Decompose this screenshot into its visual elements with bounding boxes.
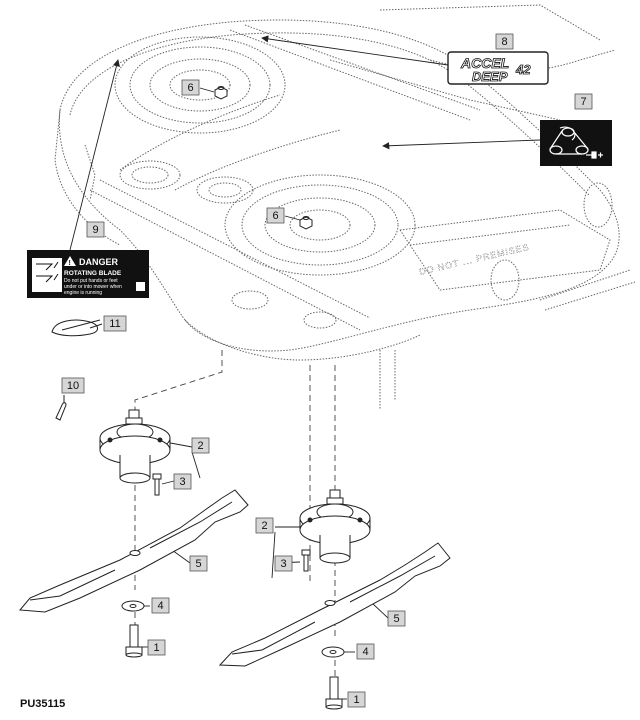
svg-text:2: 2 [261, 520, 268, 532]
callout-7 [575, 94, 592, 109]
svg-text:2: 2 [197, 440, 204, 452]
svg-text:4: 4 [157, 600, 164, 612]
deck-embossed-text: DO NOT ... PREMISES [418, 241, 531, 277]
spindle-assembly-left [100, 410, 170, 483]
danger-header: DANGER [79, 257, 119, 267]
danger-body-line2: under or into mower when [64, 284, 122, 290]
svg-text:11: 11 [109, 318, 121, 330]
decal-accel-text: ACCEL [461, 55, 510, 71]
callout-1-left [148, 640, 165, 655]
washer-left [122, 601, 144, 611]
washer-right [322, 647, 344, 657]
spindle-nut-lower [300, 217, 312, 230]
callout-6-lower [267, 208, 284, 223]
callout-1-right [348, 692, 365, 707]
callout-2-left [192, 438, 209, 453]
mower-blade-left [20, 490, 248, 612]
leader-lines [70, 38, 540, 699]
cotter-pin [56, 395, 66, 420]
figure-id: PU35115 [20, 698, 66, 710]
svg-text:1: 1 [353, 694, 360, 706]
screw-left [153, 474, 161, 495]
spindle-nut-upper [215, 87, 227, 100]
svg-text:6: 6 [272, 210, 279, 222]
bolt-left [126, 625, 142, 657]
callout-11 [104, 316, 126, 331]
callout-10 [62, 378, 84, 393]
decal-deep-text: DEEP [472, 69, 508, 84]
danger-title: ROTATING BLADE [64, 270, 122, 277]
svg-text:5: 5 [195, 558, 202, 570]
decal-belt-routing [540, 120, 612, 166]
svg-text:4: 4 [362, 646, 369, 658]
svg-text:6: 6 [187, 82, 194, 94]
callout-3-right [275, 556, 292, 571]
danger-body-line3: engine is running [64, 290, 103, 296]
decal-accel-deep [448, 52, 548, 84]
callout-2-right [256, 518, 273, 533]
screw-right [302, 550, 310, 571]
svg-text:10: 10 [66, 380, 80, 392]
callout-9 [87, 222, 104, 237]
callout-5-right [388, 611, 405, 626]
callout-8 [496, 34, 513, 49]
svg-text:1: 1 [153, 642, 160, 654]
hairpin-clip [52, 320, 102, 336]
callout-4-right [357, 644, 374, 659]
svg-text:9: 9 [92, 224, 99, 236]
svg-text:3: 3 [280, 558, 287, 570]
svg-text:8: 8 [501, 36, 508, 48]
callout-3-left [174, 474, 191, 489]
svg-text:!: ! [68, 260, 71, 267]
svg-text:3: 3 [179, 476, 186, 488]
svg-text:7: 7 [580, 96, 587, 108]
callout-4-left [152, 598, 169, 613]
decal-accel-number: 42 [516, 62, 531, 77]
danger-body-line1: Do not put hands or feet [64, 278, 118, 284]
callout-6-upper [182, 80, 199, 95]
svg-text:5: 5 [393, 613, 400, 625]
decal-danger [27, 250, 149, 298]
bolt-right [326, 677, 342, 709]
callout-5-left [190, 556, 207, 571]
